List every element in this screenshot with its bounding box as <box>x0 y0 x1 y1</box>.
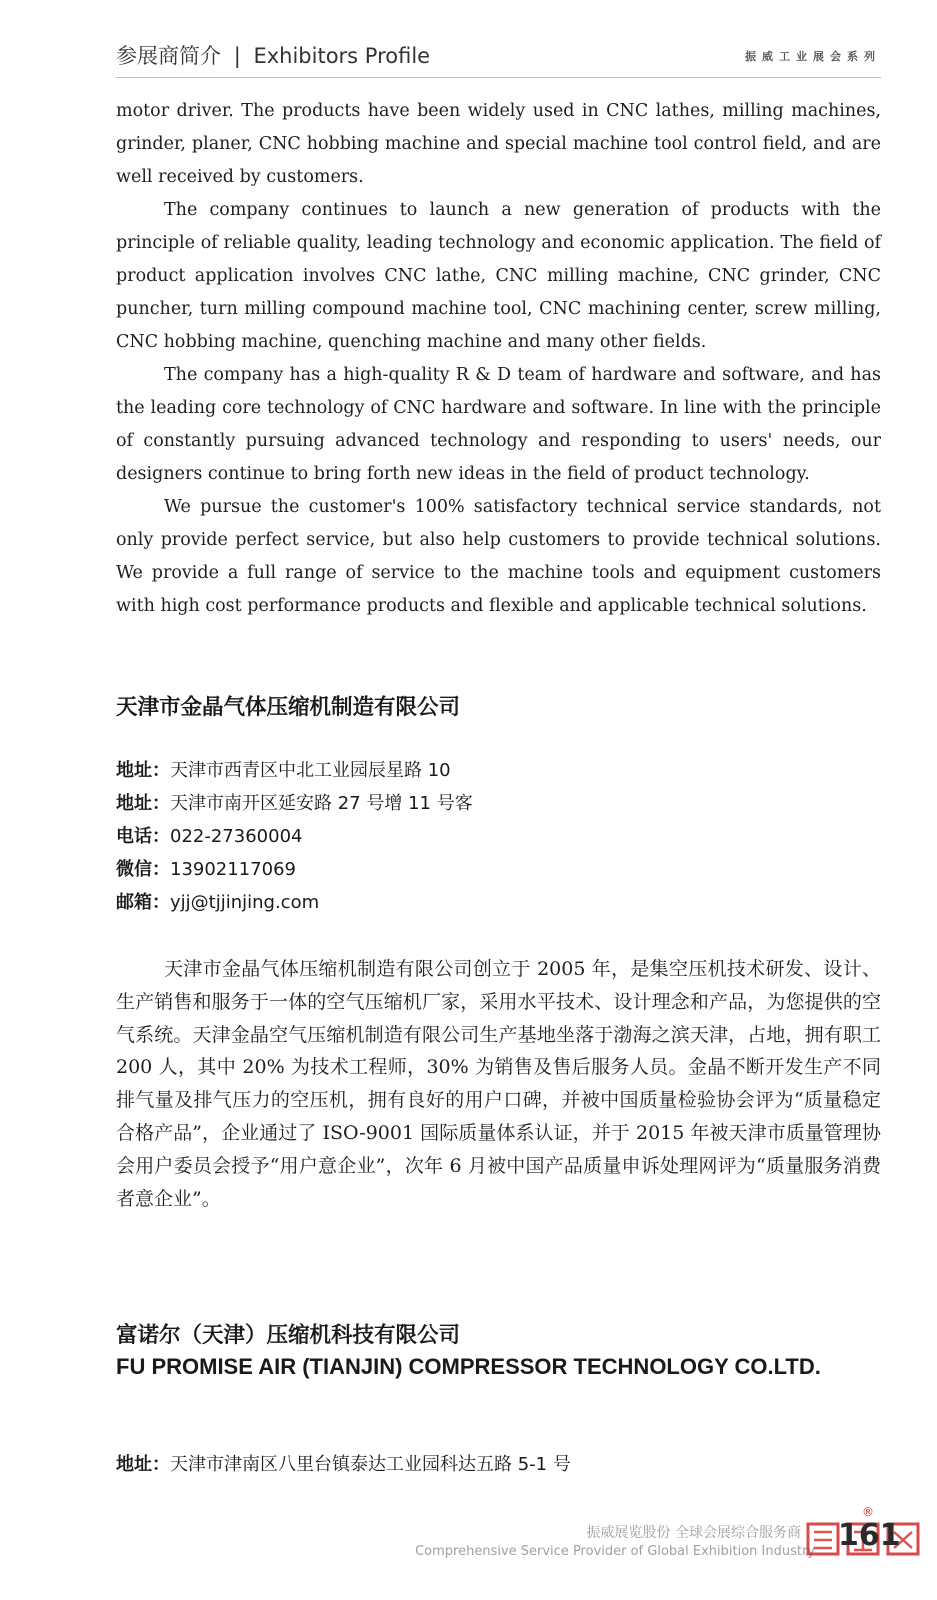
contact-row-wechat <box>116 857 473 890</box>
contact-value: yjj@tjjinjing.com <box>170 892 320 913</box>
contact-value: 天津市津南区八里台镇泰达工业园科达五路 5-1 号 <box>170 1454 571 1475</box>
header-separator: | <box>233 44 241 68</box>
header-title-en: Exhibitors Profile <box>253 44 431 68</box>
registered-mark: ® <box>862 1505 874 1519</box>
company-title-cn: 富诺尔（天津）压缩机科技有限公司 <box>116 1323 461 1348</box>
contact-label: 地址： <box>116 1454 170 1475</box>
contact-value: 022-27360004 <box>170 826 303 847</box>
contact-label: 邮箱： <box>116 892 170 913</box>
company-title-en: FU PROMISE AIR (TIANJIN) COMPRESSOR TECHNOLOGY CO.LTD. <box>116 1354 821 1379</box>
contact-row-address <box>116 791 473 824</box>
contact-value: 天津市南开区延安路 27 号增 11 号客 <box>170 793 473 814</box>
paragraph: We pursue the customer's 100% satisfactory technical service standards, not only provide perfect service, but also help customers to provide technical solutions. We provide a full range of service to the machine tools and equipment customers with high cost performance products and flexible and applicable technical solutions. <box>116 497 881 616</box>
company-contacts <box>116 758 473 923</box>
header-divider <box>116 77 881 78</box>
page-number: 161 <box>838 1518 901 1553</box>
english-description <box>116 95 881 623</box>
contact-row-email <box>116 890 473 923</box>
header-series-label: 振威工业展会系列 <box>745 50 881 63</box>
contact-row-address <box>116 1452 571 1485</box>
header-title <box>116 40 430 70</box>
contact-value: 13902117069 <box>170 859 296 880</box>
contact-value: 天津市西青区中北工业园辰星路 10 <box>170 760 451 781</box>
contact-label: 电话： <box>116 826 170 847</box>
footer-slogan-cn: 振威展览股份 全球会展综合服务商 <box>586 1525 801 1541</box>
company-contacts <box>116 1452 571 1485</box>
paragraph: The company has a high-quality R & D team of hardware and software, and has the leading core technology of CNC hardware and software. In line with the principle of constantly pursuing advanced technology and responding to users' needs, our designers continue to bring forth new ideas in the field of product technology. <box>116 365 881 484</box>
page-header <box>0 0 937 78</box>
contact-label: 地址： <box>116 793 170 814</box>
paragraph: 天津市金晶气体压缩机制造有限公司创立于 2005 年，是集空压机技术研发、设计、生产销售和服务于一体的空气压缩机厂家，采用水平技术、设计理念和产品，为您提供的空气系统。天津金晶空气压缩机制造有限公司生产基地坐落于渤海之滨天津，占地，拥有职工 200 人，其中 20% 为技术工程师，30% 为销售及售后服务人员。金晶不断开发生产不同排气量及排气压力的空压机，拥有良好的用户口碑，并被中国质量检验协会评为“质量稳定合格产品”，企业通过了 ISO-9001 国际质量体系认证，并于 2015 年被天津市质量管理协会用户委员会授予“用户意企业”，次年 6 月被中国产品质量申诉处理网评为“质量服务消费者意企业”。 <box>116 958 881 1210</box>
header-title-cn: 参展商简介 <box>116 44 221 68</box>
paragraph: The company continues to launch a new generation of products with the principle of reliable quality, leading technology and economic application. The field of product application involves CNC lathe, CNC milling machine, CNC grinder, CNC puncher, turn milling compound machine tool, CNC machining center, screw milling, CNC hobbing machine, quenching machine and many other fields. <box>116 200 881 352</box>
paragraph: motor driver. The products have been widely used in CNC lathes, milling machines, grinder, planer, CNC hobbing machine and special machine tool control field, and are well received by customers. <box>116 101 881 187</box>
contact-row-phone <box>116 824 473 857</box>
contact-row-address <box>116 758 473 791</box>
company-description <box>116 953 881 1215</box>
contact-label: 地址： <box>116 760 170 781</box>
footer-slogan-en: Comprehensive Service Provider of Global Exhibition Industry <box>415 1544 815 1559</box>
company-title: 天津市金晶气体压缩机制造有限公司 <box>116 695 461 720</box>
contact-label: 微信： <box>116 859 170 880</box>
